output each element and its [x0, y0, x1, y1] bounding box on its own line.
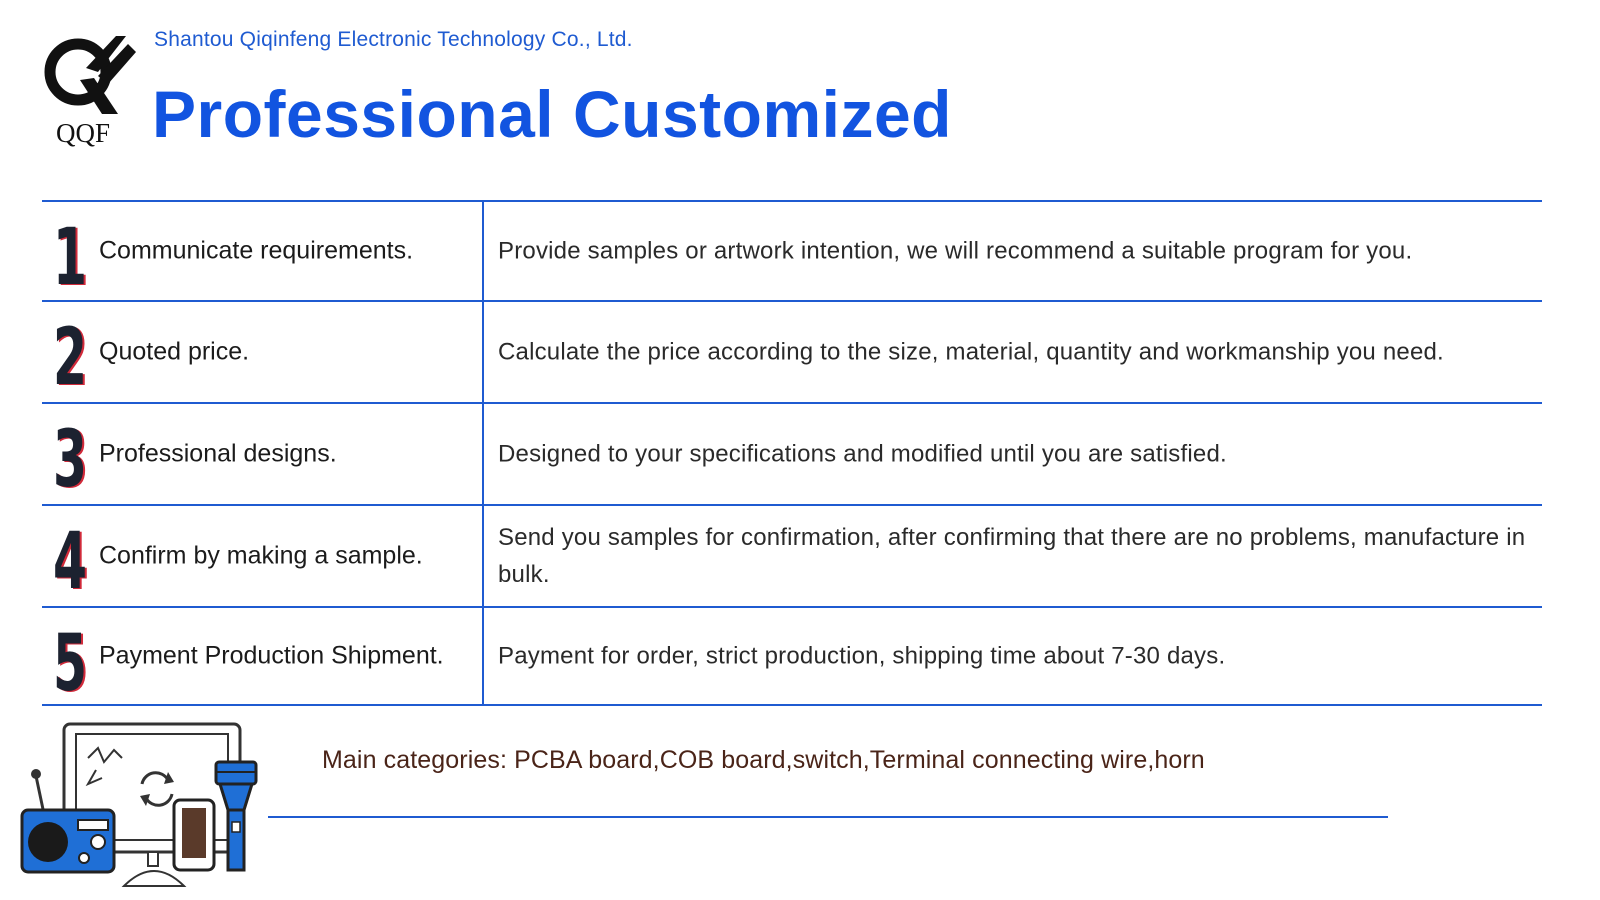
step-number-graphic — [50, 312, 90, 392]
main-categories: Main categories: PCBA board,COB board,switch,Terminal connecting wire,horn — [322, 746, 1205, 774]
column-divider — [482, 404, 484, 504]
step-description: Designed to your specifications and modified until you are satisfied. — [498, 440, 1227, 468]
step-number-text: 1 — [53, 213, 87, 292]
step-number-shadow: 5 — [55, 620, 89, 698]
step-row — [42, 404, 1542, 506]
column-divider — [482, 608, 484, 704]
step-number-shadow: 3 — [55, 416, 89, 494]
step-number-text: 5 — [53, 619, 87, 698]
step-number-graphic — [50, 212, 90, 292]
step-label: Quoted price. — [99, 337, 250, 366]
company-name: Shantou Qiqinfeng Electronic Technology Co., Ltd. — [154, 28, 633, 51]
step-label: Confirm by making a sample. — [99, 541, 423, 570]
page-title: Professional Customized — [152, 77, 952, 151]
step-row — [42, 302, 1542, 404]
step-description: Send you samples for confirmation, after confirming that there are no problems, manufacture in bulk. — [498, 524, 1526, 588]
step-number-text: 4 — [53, 517, 87, 596]
step-number-shadow: 4 — [55, 518, 89, 596]
logo-text: QQF — [56, 118, 111, 148]
step-description: Provide samples or artwork intention, we will recommend a suitable program for you. — [498, 237, 1413, 265]
column-divider — [482, 506, 484, 606]
step-row — [42, 608, 1542, 706]
step-number-text: 2 — [53, 313, 87, 392]
step-number-1-icon — [50, 212, 90, 292]
step-number-graphic — [50, 618, 90, 698]
step-number-5-icon — [50, 618, 90, 698]
step-label: Professional designs. — [99, 439, 337, 468]
step-number-2-icon — [50, 312, 90, 392]
step-description: Payment for order, strict production, shipping time about 7-30 days. — [498, 642, 1226, 670]
step-label: Communicate requirements. — [99, 236, 414, 265]
electronics-recycling-icon — [18, 718, 268, 898]
step-number-text: 3 — [53, 415, 87, 494]
step-description: Calculate the price according to the size, material, quantity and workmanship you need. — [498, 338, 1444, 366]
step-row — [42, 506, 1542, 608]
step-number-shadow: 2 — [55, 314, 89, 392]
step-number-shadow: 1 — [55, 214, 89, 292]
column-divider — [482, 302, 484, 402]
step-row — [42, 200, 1542, 302]
step-label: Payment Production Shipment. — [99, 641, 444, 670]
step-number-3-icon — [50, 414, 90, 494]
step-number-graphic — [50, 414, 90, 494]
process-table — [42, 200, 1542, 706]
column-divider — [482, 202, 484, 300]
step-number-graphic — [50, 516, 90, 596]
footer-divider — [268, 816, 1388, 818]
step-number-4-icon — [50, 516, 90, 596]
